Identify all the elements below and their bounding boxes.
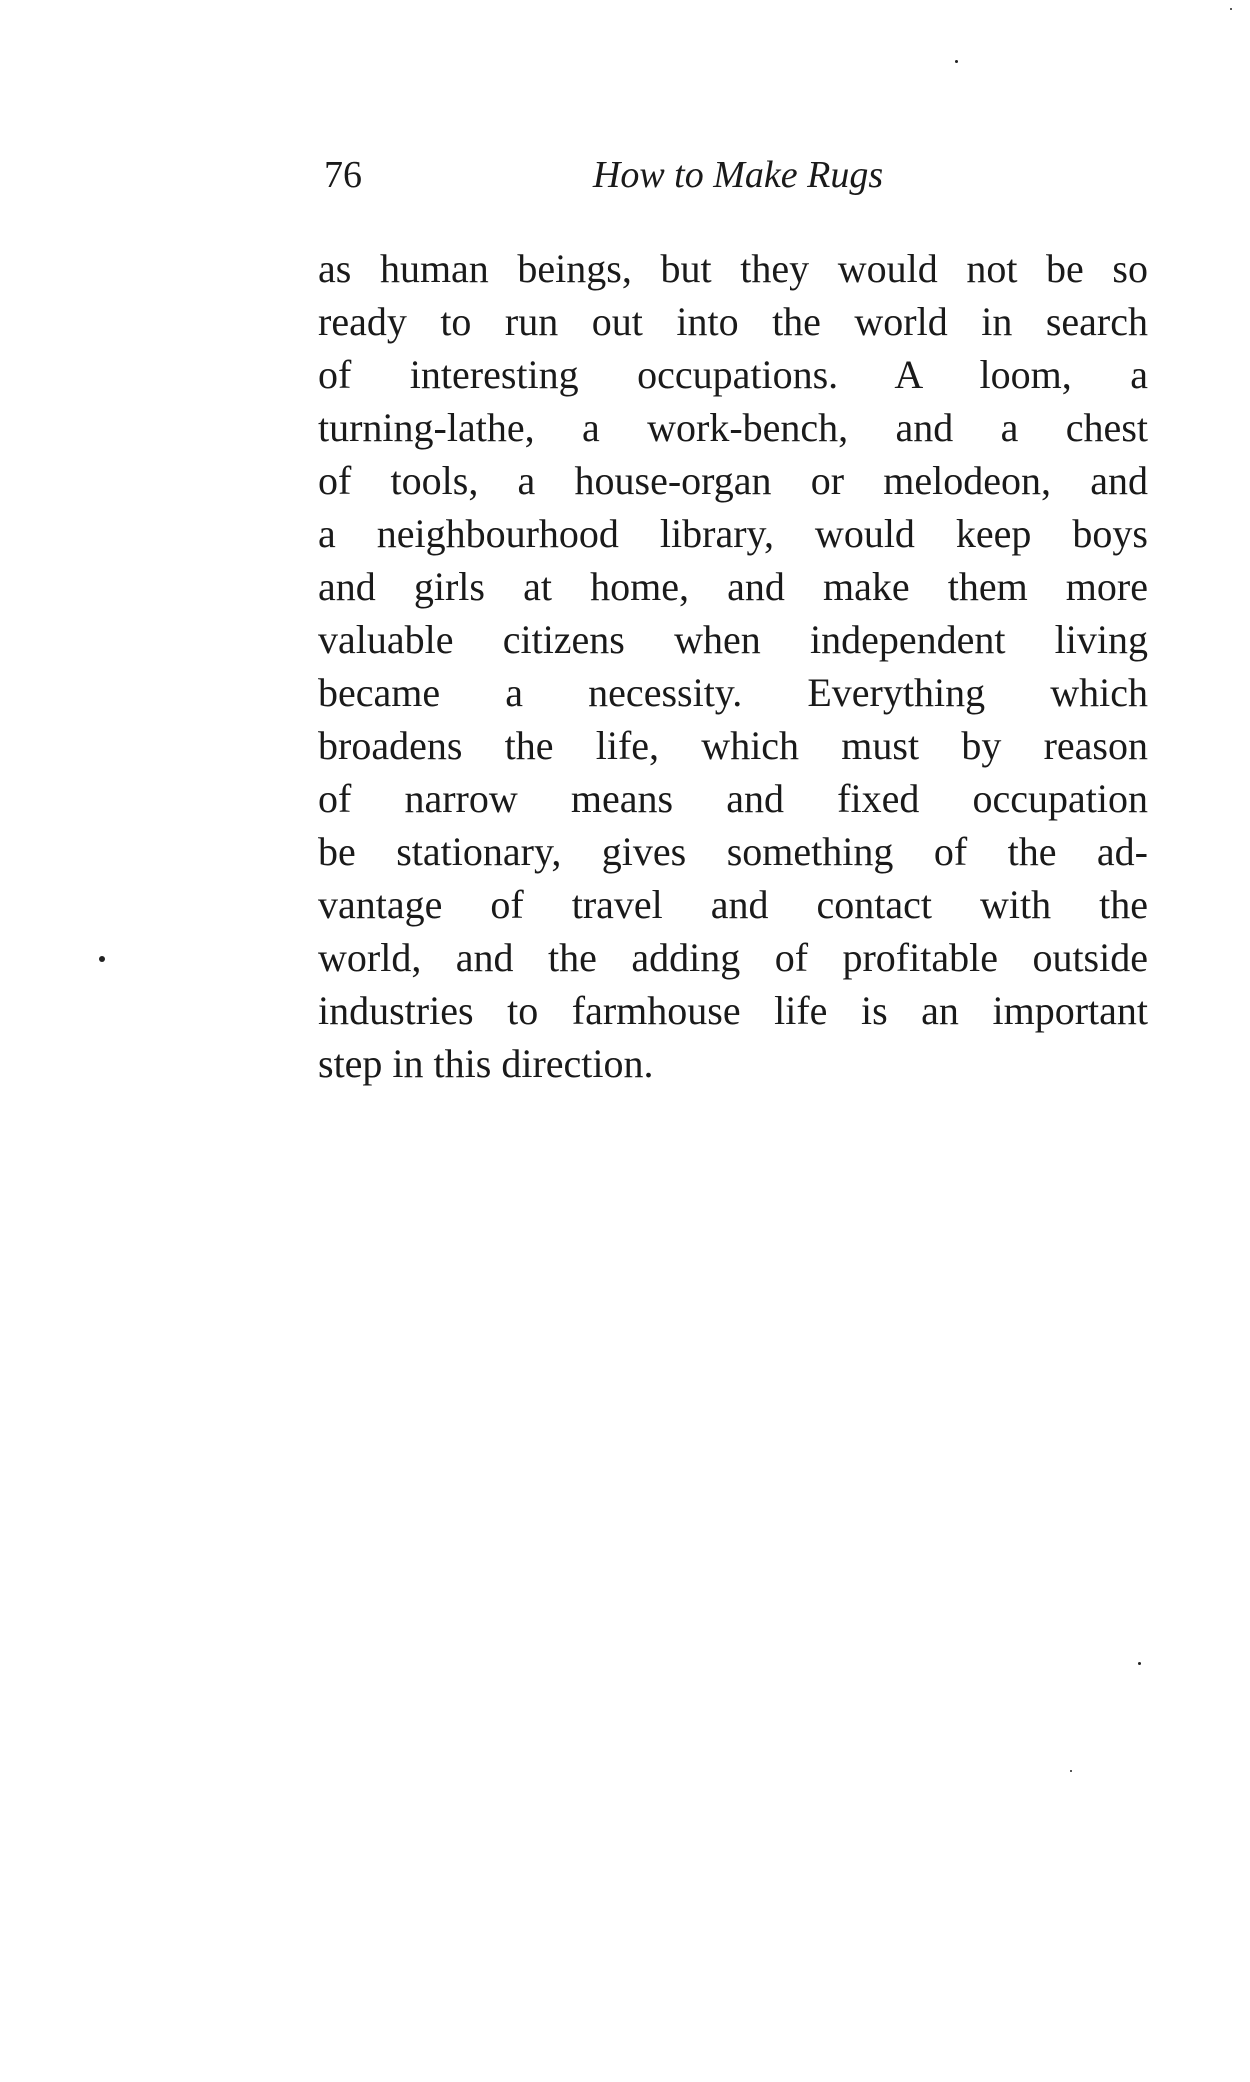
- running-title: How to Make Rugs: [592, 154, 884, 196]
- running-head: [318, 150, 1148, 210]
- scan-speck: [1138, 1662, 1141, 1665]
- text-line: of interesting occupations. A loom, a: [318, 352, 1148, 397]
- scan-speck: [99, 956, 105, 962]
- text-line: of tools, a house-organ or melodeon, and: [318, 458, 1148, 503]
- text-line: a neighbourhood library, would keep boys: [318, 511, 1148, 556]
- text-line: be stationary, gives something of the ad-: [318, 829, 1148, 874]
- text-line: as human beings, but they would not be so: [318, 246, 1148, 291]
- text-line: step in this direction.: [318, 1041, 654, 1086]
- text-line: and girls at home, and make them more: [318, 564, 1148, 609]
- text-line: turning-lathe, a work-bench, and a chest: [318, 405, 1148, 450]
- text-line: world, and the adding of profitable outside: [318, 935, 1148, 980]
- text-line: vantage of travel and contact with the: [318, 882, 1148, 927]
- text-line: of narrow means and fixed occupation: [318, 776, 1148, 821]
- page-number: 76: [324, 154, 362, 196]
- text-line: industries to farmhouse life is an important: [318, 988, 1148, 1033]
- body-paragraph: [318, 242, 1148, 1090]
- scan-speck: [955, 60, 958, 63]
- text-line: ready to run out into the world in search: [318, 299, 1148, 344]
- scan-speck: [1070, 1770, 1072, 1772]
- text-line: valuable citizens when independent living: [318, 617, 1148, 662]
- text-line: broadens the life, which must by reason: [318, 723, 1148, 768]
- scan-speck: [1230, 8, 1232, 10]
- text-line: became a necessity. Everything which: [318, 670, 1148, 715]
